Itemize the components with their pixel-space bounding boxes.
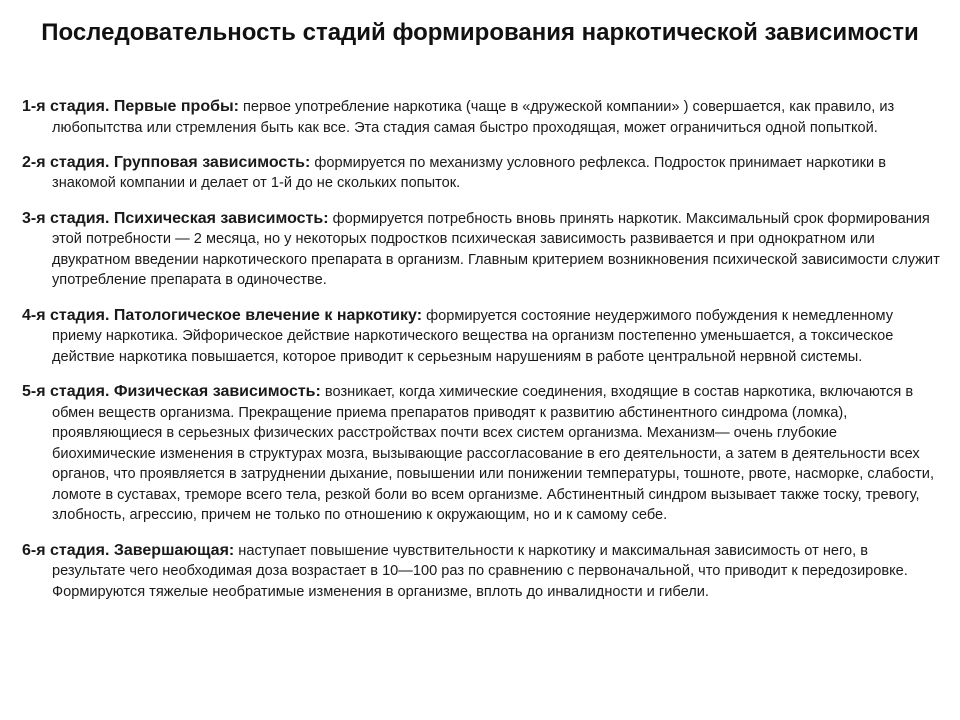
- stage-text: формируется по механизму условного рефлекса. Подросток принимает наркотики в знакомой компании и делает от 1-й до не скольких попыток.: [52, 154, 886, 192]
- stage-1: [22, 97, 940, 138]
- stage-text: возникает, когда химические соединения, входящие в состав наркотика, включаются в обмен веществ организма. Прекращение приема препаратов приводят к развитию абстинентного синдрома (ломка), проявляющиеся в серьезных физических расстройствах почти всех систем организма. Механизм— очень глубокие биохимические изменения в структурах мозга, вызывающие рассогласование в его деятельности, а затем в деятельности всех органов, что проявляется в затруднении дыхание, повышении или понижении температуры, тошноте, рвоте, насморке, слабости, ломоте в суставах, треморе всего тела, резкой боли во всем организме. Абстинентный синдром вызывает также тоску, тревогу, злобность, агрессию, причем не только по отношению к окружающим, но и к самому себе.: [52, 383, 935, 524]
- stage-5: [22, 382, 940, 526]
- stage-heading: 5-я стадия. Физическая зависимость:: [22, 382, 321, 400]
- stage-heading: 4-я стадия. Патологическое влечение к наркотику:: [22, 306, 423, 324]
- stage-2: [22, 153, 940, 194]
- stage-3: [22, 209, 940, 291]
- stage-heading: 6-я стадия. Завершающая:: [22, 541, 235, 559]
- stage-text: формируется потребность вновь принять наркотик. Максимальный срок формирования этой потребности — 2 месяца, но у некоторых подростков психическая зависимость развивается и при однократном или двукратном введении наркотического препарата в организм. Главным критерием возникновения психической зависимости служит употребление препарата в одиночестве.: [52, 210, 940, 289]
- stage-4: [22, 306, 940, 368]
- stages-list: [22, 97, 940, 608]
- stage-heading: 2-я стадия. Групповая зависимость:: [22, 153, 311, 171]
- stage-heading: 3-я стадия. Психическая зависимость:: [22, 209, 329, 227]
- stage-text: первое употребление наркотика (чаще в «дружеской компании» ) совершается, как правило, из любопытства или стремления быть как все. Эта стадия самая быстро проходящая, может ограничиться одной попыткой.: [52, 99, 895, 136]
- stage-text: формируется состояние неудержимого побуждения к немедленному приему наркотика. Эйфорическое действие наркотического вещества на организм постепенно уменьшается, а токсическое действие наркотика повышается, которое приводит к серьезным нарушениям в работе центральной нервной системы.: [52, 307, 894, 365]
- stage-text: наступает повышение чувствительности к наркотику и максимальная зависимость от него, в результате чего необходимая доза возрастает в 10—100 раз по сравнению с первоначальной, что приводит к передозировке. Формируются тяжелые необратимые изменения в организме, вплоть до инвалидности и гибели.: [52, 542, 908, 600]
- slide-title: Последовательность стадий формирования наркотической зависимости: [41, 19, 919, 46]
- stage-6: [22, 541, 940, 603]
- stage-heading: 1-я стадия. Первые пробы:: [22, 98, 239, 115]
